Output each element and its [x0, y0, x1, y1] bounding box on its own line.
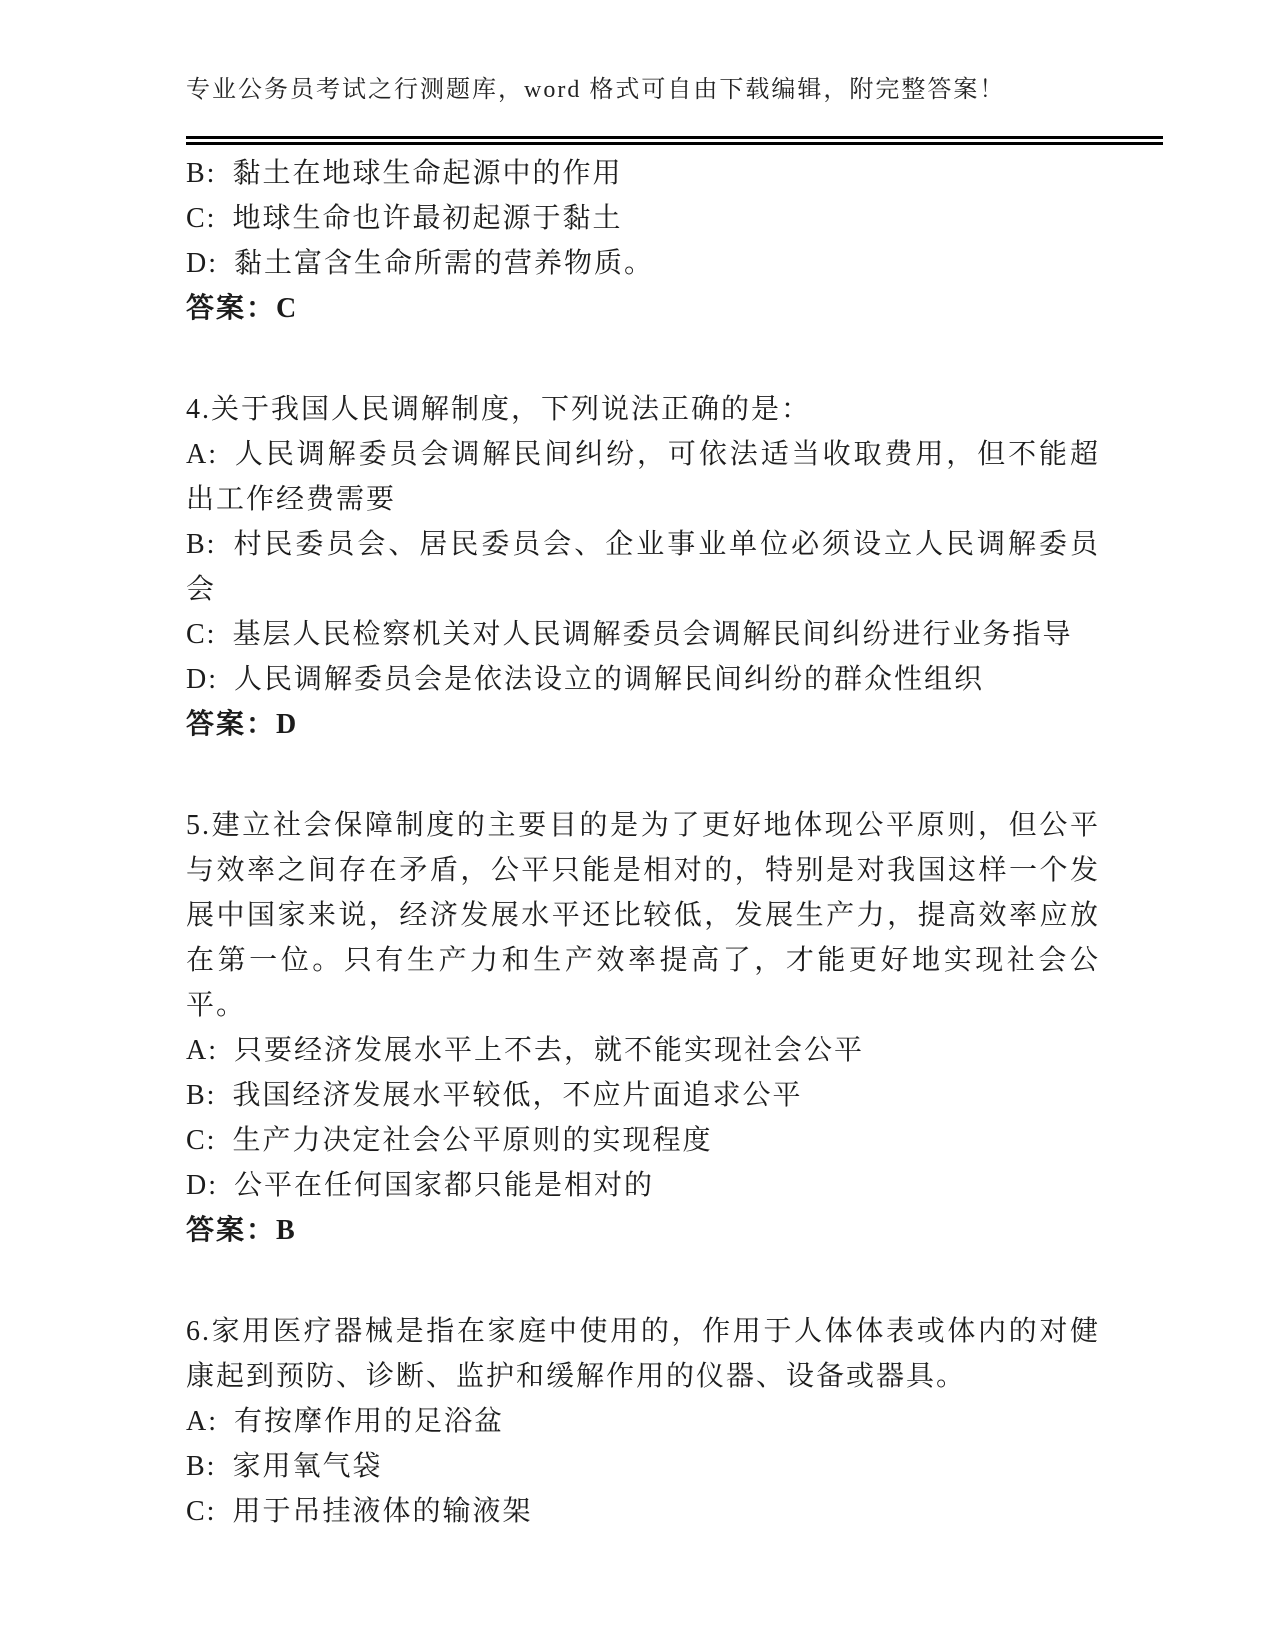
answer-line: 答案：C [186, 293, 299, 324]
question-block-5 [186, 803, 1100, 1253]
question-stem: 5.建立社会保障制度的主要目的是为了更好地体现公平原则，但公平与效率之间存在矛盾，公平只能是相对的，特别是对我国这样一个发展中国家来说，经济发展水平还比较低，发展生产力，提高效率应放在第一位。只有生产力和生产效率提高了，才能更好地实现社会公平。 [186, 810, 1100, 1021]
option-text: 家用氧气袋 [232, 1451, 383, 1482]
answer-line: 答案：B [186, 1215, 297, 1246]
option-line [186, 612, 1100, 657]
option-label: A: [186, 1406, 218, 1437]
header-divider [186, 136, 1163, 145]
option-text: 黏土在地球生命起源中的作用 [232, 158, 623, 189]
option-label: C: [186, 203, 217, 234]
option-label: C: [186, 1125, 217, 1156]
option-label: A: [186, 1035, 218, 1066]
option-line [186, 657, 1100, 702]
option-line [186, 1163, 1100, 1208]
answer-line: 答案：D [186, 709, 299, 740]
option-line [186, 1073, 1100, 1118]
option-line [186, 1444, 1100, 1489]
question-block-6 [186, 1309, 1100, 1534]
option-text: 只要经济发展水平上不去，就不能实现社会公平 [234, 1035, 865, 1066]
question-block-4 [186, 387, 1100, 747]
option-text: 基层人民检察机关对人民调解委员会调解民间纠纷进行业务指导 [232, 619, 1073, 650]
option-line [186, 1118, 1100, 1163]
option-line [186, 1399, 1100, 1444]
option-text: 有按摩作用的足浴盆 [234, 1406, 505, 1437]
option-line [186, 432, 1100, 522]
question-stem: 6.家用医疗器械是指在家庭中使用的，作用于人体体表或体内的对健康起到预防、诊断、监护和缓解作用的仪器、设备或器具。 [186, 1316, 1100, 1392]
option-text: 黏土富含生命所需的营养物质。 [234, 248, 655, 279]
option-label: B: [186, 529, 217, 560]
option-text: 生产力决定社会公平原则的实现程度 [232, 1125, 713, 1156]
option-label: A: [186, 439, 218, 470]
option-text: 村民委员会、居民委员会、企业事业单位必须设立人民调解委员会 [186, 529, 1100, 605]
option-text: 人民调解委员会是依法设立的调解民间纠纷的群众性组织 [234, 664, 985, 695]
option-text: 我国经济发展水平较低，不应片面追求公平 [232, 1080, 803, 1111]
option-text: 地球生命也许最初起源于黏土 [232, 203, 623, 234]
option-line [186, 196, 1100, 241]
option-label: B: [186, 1080, 217, 1111]
option-label: C: [186, 1496, 217, 1527]
page-header [186, 0, 1163, 145]
option-label: C: [186, 619, 217, 650]
option-label: D: [186, 664, 218, 695]
header-title: 专业公务员考试之行测题库，word 格式可自由下载编辑，附完整答案！ [186, 77, 1006, 103]
option-text: 公平在任何国家都只能是相对的 [234, 1170, 655, 1201]
question-block-continued [186, 151, 1100, 331]
option-label: B: [186, 158, 217, 189]
option-text: 人民调解委员会调解民间纠纷，可依法适当收取费用，但不能超出工作经费需要 [186, 439, 1100, 515]
option-line [186, 241, 1100, 286]
option-label: D: [186, 248, 218, 279]
option-line [186, 1489, 1100, 1534]
option-line [186, 522, 1100, 612]
question-stem: 4.关于我国人民调解制度，下列说法正确的是： [186, 394, 812, 425]
option-label: B: [186, 1451, 217, 1482]
option-line [186, 1028, 1100, 1073]
option-text: 用于吊挂液体的输液架 [232, 1496, 533, 1527]
option-line [186, 151, 1100, 196]
option-label: D: [186, 1170, 218, 1201]
document-content [186, 145, 1100, 1534]
